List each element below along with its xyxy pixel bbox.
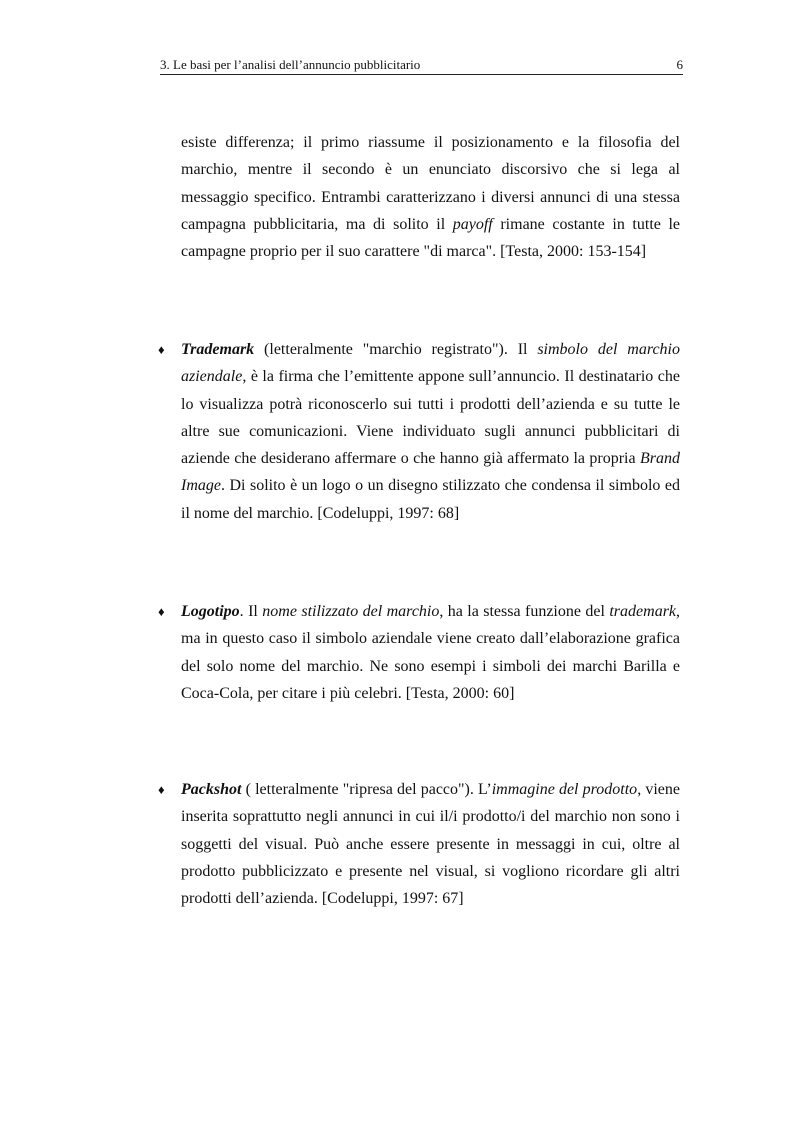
- definition-text: ( letteralmente "ripresa del pacco"). L’: [241, 781, 492, 798]
- definition-text: , ma in questo caso il simbolo aziendale viene creato dall’elaborazione grafica del solo nome del marchio. Ne sono esempi i simboli dei marchi Barilla e Coca-Cola, per citare i più celebri. [Testa, 2000: 60]: [181, 603, 681, 702]
- definition-logotipo: [181, 598, 680, 707]
- definition-italic: simbolo del marchio aziendale: [181, 341, 680, 386]
- definition-packshot: [181, 776, 680, 912]
- bullet-icon: ♦: [158, 782, 165, 797]
- definition-italic: Brand Image: [181, 450, 680, 495]
- definition-italic: trademark: [609, 603, 677, 620]
- intro-text-1: esiste differenza; il primo riassume il posizionamento e la filosofia del marchio, mentre il secondo è un enunciato discorsivo che si lega al messaggio specifico. Entrambi caratterizzano i diversi annunci di una stessa campagna pubblicitaria, ma di solito il: [181, 134, 680, 233]
- term-label: Logotipo: [181, 603, 240, 620]
- header-title: 3. Le basi per l’analisi dell’annuncio pubblicitario: [160, 57, 421, 72]
- definition-italic: nome stilizzato del marchio: [262, 603, 440, 620]
- intro-text-2: rimane costante in tutte le campagne proprio per il suo carattere "di marca". [Testa, 2000: 153-154]: [181, 215, 681, 261]
- bullet-icon: ♦: [158, 342, 165, 357]
- definition-italic: immagine del prodotto: [491, 781, 638, 798]
- running-header: [160, 56, 683, 75]
- definition-text: (letteralmente "marchio registrato"). Il: [254, 341, 538, 358]
- definition-trademark: [181, 336, 680, 527]
- definition-text: . Il: [239, 603, 263, 620]
- intro-italic-payoff: payoff: [452, 215, 493, 233]
- definition-text: , viene inserita soprattutto negli annunci in cui il/i prodotto/i del marchio non sono i soggetti del visual. Può anche essere presente in messaggi in cui, oltre al prodotto pubblicizzato e presente nel visual, si vogliono ricordare gli altri prodotti dell’azienda. [Codeluppi, 1997: 67]: [181, 781, 680, 908]
- definition-text: , è la firma che l’emittente appone sull’annuncio. Il destinatario che lo visualizza potrà riconoscerlo sui tutti i prodotti dell’azienda e su tutte le altre sue comunicazioni. Viene individuato sugli annunci pubblicitari di aziende che desiderano affermare o che hanno già affermato la propria: [181, 368, 680, 468]
- definition-text: . Di solito è un logo o un disegno stilizzato che condensa il simbolo ed il nome del marchio. [Codeluppi, 1997: 68]: [181, 477, 680, 522]
- bullet-icon: ♦: [158, 604, 165, 619]
- page-number: 6: [676, 57, 683, 72]
- definition-text: , ha la stessa funzione del: [439, 603, 610, 620]
- intro-paragraph: [181, 129, 680, 265]
- term-label: Packshot: [181, 781, 242, 798]
- term-label: Trademark: [181, 341, 255, 358]
